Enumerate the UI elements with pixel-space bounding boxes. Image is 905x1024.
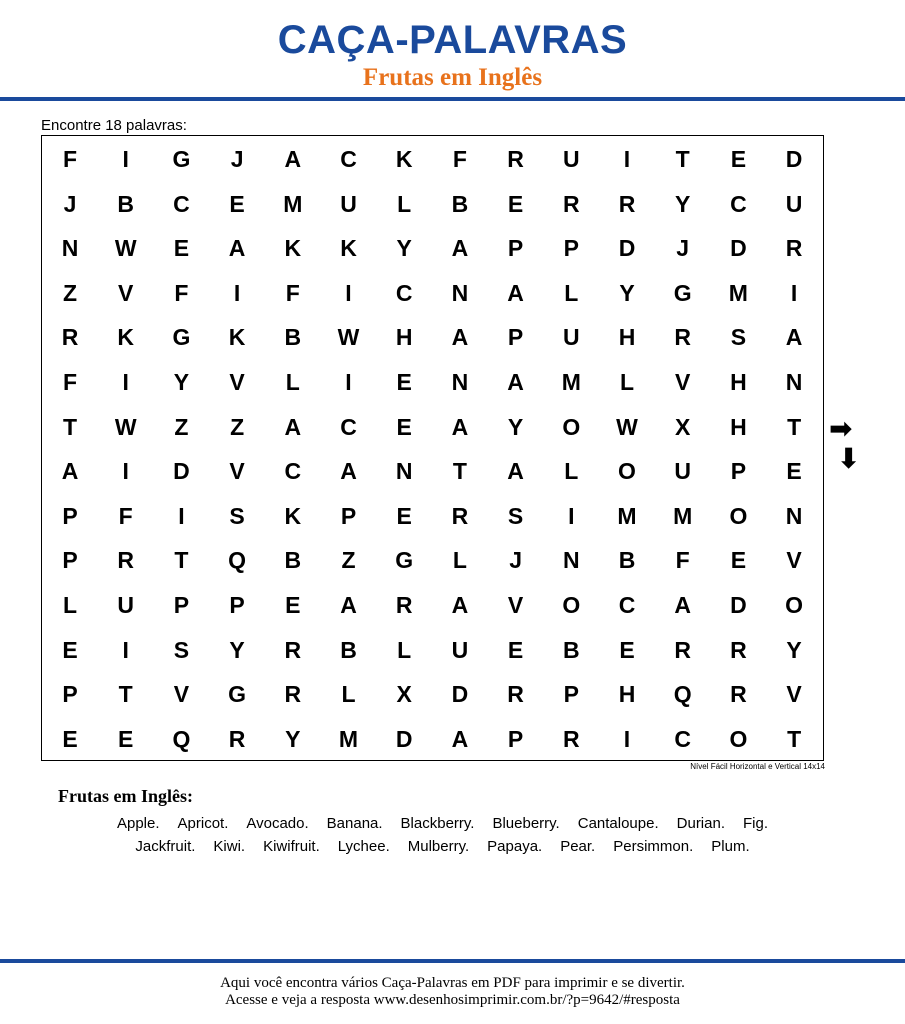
grid-cell: H [395, 324, 413, 351]
grid-cell: L [452, 547, 467, 574]
grid-cell: A [340, 592, 357, 618]
grid-cell: B [451, 190, 469, 217]
grid-cell: F [174, 279, 189, 306]
grid-cell: G [395, 547, 414, 574]
grid-cell: N [451, 279, 469, 306]
grid-cell: J [230, 146, 244, 172]
grid-cell: Y [396, 235, 412, 262]
grid-cell: L [619, 369, 635, 395]
grid-cell: R [674, 324, 691, 351]
grid-cell: P [62, 502, 78, 529]
grid-cell: Y [675, 190, 691, 217]
grid-cell: A [451, 413, 469, 440]
grid-cell: X [675, 413, 691, 440]
grid-cell: Y [285, 725, 301, 752]
footer-line-2: Acesse e veja a resposta www.desenhosimprimir.com.br/?p=9642/#resposta [225, 992, 680, 1008]
word-list-item: Blackberry. [400, 815, 475, 832]
grid-cell: N [451, 369, 469, 395]
grid-cell: S [730, 324, 747, 351]
grid-cell: F [675, 547, 690, 574]
grid-cell: P [173, 592, 190, 618]
instructions: Encontre 18 palavras: [41, 117, 187, 134]
word-list-item: Blueberry. [492, 815, 560, 832]
grid-cell: E [229, 190, 245, 217]
grid-cell: Y [507, 413, 524, 440]
grid-cell: J [676, 235, 690, 262]
grid-cell: E [173, 235, 190, 262]
grid-cell: I [122, 369, 129, 395]
grid-cell: K [395, 146, 413, 172]
grid-cell: C [674, 725, 691, 752]
grid-cell: J [509, 547, 522, 574]
grid-cell: K [284, 235, 302, 262]
grid-cell: U [340, 190, 357, 217]
grid-cell: W [616, 413, 638, 440]
grid-cell: O [785, 592, 804, 618]
grid-cell: V [507, 592, 524, 618]
grid-cell: I [122, 458, 129, 485]
grid-cell: D [173, 458, 190, 485]
grid-cell: S [507, 502, 524, 529]
grid-cell: R [562, 190, 580, 217]
grid-cell: B [117, 190, 134, 217]
grid-cell: I [345, 279, 352, 306]
grid-cell: Z [230, 413, 245, 440]
grid-cell: A [451, 324, 469, 351]
grid-cell: N [61, 235, 79, 262]
letter-grid [41, 135, 824, 761]
grid-cell: L [341, 681, 356, 708]
grid-cell: L [62, 592, 78, 618]
word-list-item: Mulberry. [407, 838, 470, 855]
grid-cell: C [618, 592, 636, 618]
grid-cell: A [340, 458, 357, 485]
grid-cell: W [114, 413, 137, 440]
grid-cell: U [451, 636, 469, 663]
grid-cell: Q [673, 681, 692, 708]
word-list-item: Persimmon. [613, 838, 694, 855]
grid-cell: L [397, 636, 412, 663]
grid-cell: G [228, 681, 247, 708]
grid-cell: L [397, 190, 412, 217]
grid-cell: A [785, 324, 803, 351]
grid-cell: F [118, 502, 133, 529]
grid-cell: E [730, 547, 747, 574]
grid-cell: R [228, 725, 246, 752]
word-list-item: Fig. [743, 815, 769, 832]
grid-cell: Z [62, 279, 78, 306]
grid-cell: E [619, 636, 635, 663]
grid-cell: K [340, 235, 357, 262]
grid-cell: U [117, 592, 134, 618]
page-subtitle: Frutas em Inglês [362, 64, 543, 91]
grid-cell: V [675, 369, 691, 395]
arrow-down-icon: ⬇ [837, 442, 861, 475]
word-list-item: Durian. [676, 815, 725, 832]
grid-cell: N [395, 458, 413, 485]
grid-cell: O [729, 725, 748, 752]
grid-cell: S [229, 502, 245, 529]
grid-cell: B [284, 324, 302, 351]
grid-cell: V [229, 369, 245, 395]
grid-cell: C [340, 413, 357, 440]
grid-cell: R [730, 681, 747, 708]
grid-cell: C [284, 458, 302, 485]
grid-cell: V [118, 279, 134, 306]
grid-cell: F [62, 146, 78, 172]
grid-cell: N [785, 502, 803, 529]
grid-cell: P [730, 458, 747, 485]
grid-cell: Y [229, 636, 245, 663]
grid-cell: R [507, 681, 524, 708]
grid-cell: I [345, 369, 352, 395]
grid-cell: R [284, 636, 302, 663]
grid-cell: Q [172, 725, 191, 752]
grid-cell: E [396, 502, 412, 529]
word-list-item: Apple. [116, 815, 160, 832]
grid-cell: O [562, 592, 581, 618]
grid-cell: Z [341, 547, 356, 574]
grid-cell: P [563, 235, 579, 262]
grid-cell: L [285, 369, 300, 395]
word-list-item: Papaya. [487, 838, 543, 855]
grid-cell: R [618, 190, 636, 217]
grid-cell: A [284, 146, 302, 172]
word-list-item: Plum. [711, 838, 750, 855]
grid-cell: B [284, 547, 302, 574]
grid-cell: D [730, 235, 747, 262]
grid-cell: M [673, 502, 693, 529]
grid-cell: A [61, 458, 79, 485]
grid-cell: R [117, 547, 134, 574]
grid-cell: Y [173, 369, 190, 395]
grid-cell: T [62, 413, 78, 440]
grid-cell: R [451, 502, 469, 529]
word-list-title: Frutas em Inglês: [58, 786, 193, 806]
grid-cell: B [340, 636, 357, 663]
grid-cell: P [229, 592, 245, 618]
word-list-item: Pear. [560, 838, 596, 855]
grid-cell: M [338, 725, 359, 752]
grid-cell: Y [786, 636, 802, 663]
top-divider [0, 97, 905, 101]
word-list-row-2 [0, 838, 885, 855]
grid-cell: R [507, 146, 524, 172]
grid-cell: T [174, 547, 189, 574]
grid-cell: W [337, 324, 360, 351]
grid-cell: D [618, 235, 636, 262]
grid-cell: X [396, 681, 412, 708]
grid-cell: E [62, 636, 78, 663]
grid-cell: P [62, 681, 78, 708]
grid-cell: R [785, 235, 803, 262]
grid-cell: C [173, 190, 190, 217]
grid-cell: P [62, 547, 78, 574]
grid-cell: Q [228, 547, 247, 574]
grid-cell: D [785, 146, 803, 172]
grid-cell: G [673, 279, 692, 306]
grid-cell: A [507, 458, 524, 485]
grid-cell: N [562, 547, 580, 574]
grid-cell: E [730, 146, 747, 172]
grid-cell: R [284, 681, 302, 708]
grid-cell: R [562, 725, 580, 752]
arrow-right-icon: ➡ [829, 412, 853, 445]
grid-cell: T [118, 681, 133, 708]
grid-cell: I [122, 636, 129, 663]
grid-cell: C [730, 190, 747, 217]
word-list-item: Avocado. [246, 815, 309, 832]
grid-cell: Z [174, 413, 189, 440]
grid-cell: O [618, 458, 636, 485]
grid-cell: P [507, 235, 524, 262]
grid-cell: D [451, 681, 469, 708]
grid-cell: I [568, 502, 575, 529]
word-list-item: Cantaloupe. [577, 815, 659, 832]
word-list-item: Kiwi. [213, 838, 246, 855]
grid-cell: M [561, 369, 581, 395]
grid-cell: P [340, 502, 357, 529]
grid-cell: T [452, 458, 467, 485]
word-list-item: Apricot. [177, 815, 229, 832]
grid-cell: G [172, 324, 191, 351]
footer-line-1: Aqui você encontra vários Caça-Palavras em PDF para imprimir e se divertir. [220, 975, 685, 991]
grid-cell: A [507, 279, 524, 306]
grid-cell: I [623, 725, 631, 752]
grid-cell: I [178, 502, 185, 529]
grid-cell: I [623, 146, 631, 172]
grid-cell: I [790, 279, 798, 306]
grid-cell: A [451, 725, 469, 752]
grid-cell: A [228, 235, 246, 262]
grid-cell: T [675, 146, 690, 172]
grid-cell: E [396, 369, 412, 395]
grid-cell: O [729, 502, 748, 529]
grid-cell: V [229, 458, 245, 485]
grid-cell: K [228, 324, 246, 351]
bottom-divider [0, 959, 905, 963]
grid-cell: R [730, 636, 747, 663]
grid-cell: E [118, 725, 134, 752]
grid-cell: E [62, 725, 78, 752]
grid-cell: R [395, 592, 413, 618]
grid-cell: T [787, 725, 802, 752]
grid-cell: R [61, 324, 79, 351]
grid-cell: H [618, 681, 636, 708]
grid-cell: F [285, 279, 300, 306]
grid-cell: E [507, 190, 524, 217]
grid-cell: K [284, 502, 302, 529]
grid-cell: E [786, 458, 802, 485]
word-list-item: Jackfruit. [135, 838, 196, 855]
grid-cell: A [674, 592, 691, 618]
grid-cell: E [285, 592, 301, 618]
grid-cell: M [283, 190, 303, 217]
word-list-item: Kiwifruit. [263, 838, 320, 855]
grid-cell: N [785, 369, 803, 395]
grid-cell: F [452, 146, 467, 172]
grid-cell: R [674, 636, 691, 663]
level-note: Nível Fácil Horizontal e Vertical 14x14 [690, 762, 825, 771]
word-list-row-1 [0, 815, 885, 832]
grid-cell: F [62, 369, 78, 395]
grid-cell: T [787, 413, 802, 440]
grid-cell: U [674, 458, 691, 485]
word-list-item: Banana. [326, 815, 383, 832]
grid-cell: P [507, 725, 524, 752]
grid-cell: B [618, 547, 636, 574]
grid-cell: I [233, 279, 241, 306]
grid-cell: M [728, 279, 748, 306]
grid-cell: M [617, 502, 637, 529]
grid-cell: U [562, 146, 580, 172]
grid-cell: J [63, 190, 77, 217]
grid-cell: A [451, 592, 469, 618]
grid-cell: Y [619, 279, 635, 306]
grid-cell: D [730, 592, 747, 618]
grid-cell: E [507, 636, 524, 663]
grid-cell: A [507, 369, 524, 395]
grid-cell: V [173, 681, 190, 708]
grid-cell: L [564, 458, 579, 485]
grid-cell: O [562, 413, 581, 440]
grid-cell: S [173, 636, 190, 663]
grid-cell: H [730, 413, 747, 440]
grid-cell: C [395, 279, 413, 306]
grid-cell: H [618, 324, 636, 351]
grid-cell: U [785, 190, 803, 217]
grid-cell: W [114, 235, 137, 262]
grid-cell: P [507, 324, 524, 351]
grid-cell: D [395, 725, 413, 752]
grid-cell: U [562, 324, 580, 351]
grid-cell: K [117, 324, 134, 351]
grid-cell: C [340, 146, 357, 172]
grid-cell: E [396, 413, 412, 440]
grid-cell: V [786, 681, 802, 708]
grid-cell: P [563, 681, 579, 708]
grid-cell: I [122, 146, 129, 172]
grid-cell: L [564, 279, 579, 306]
grid-cell: G [172, 146, 191, 172]
page-title: CAÇA-PALAVRAS [277, 18, 628, 62]
grid-cell: V [786, 547, 802, 574]
grid-cell: A [451, 235, 469, 262]
grid-cell: H [730, 369, 747, 395]
grid-cell: A [284, 413, 302, 440]
word-list-item: Lychee. [337, 838, 390, 855]
grid-cell: B [562, 636, 580, 663]
